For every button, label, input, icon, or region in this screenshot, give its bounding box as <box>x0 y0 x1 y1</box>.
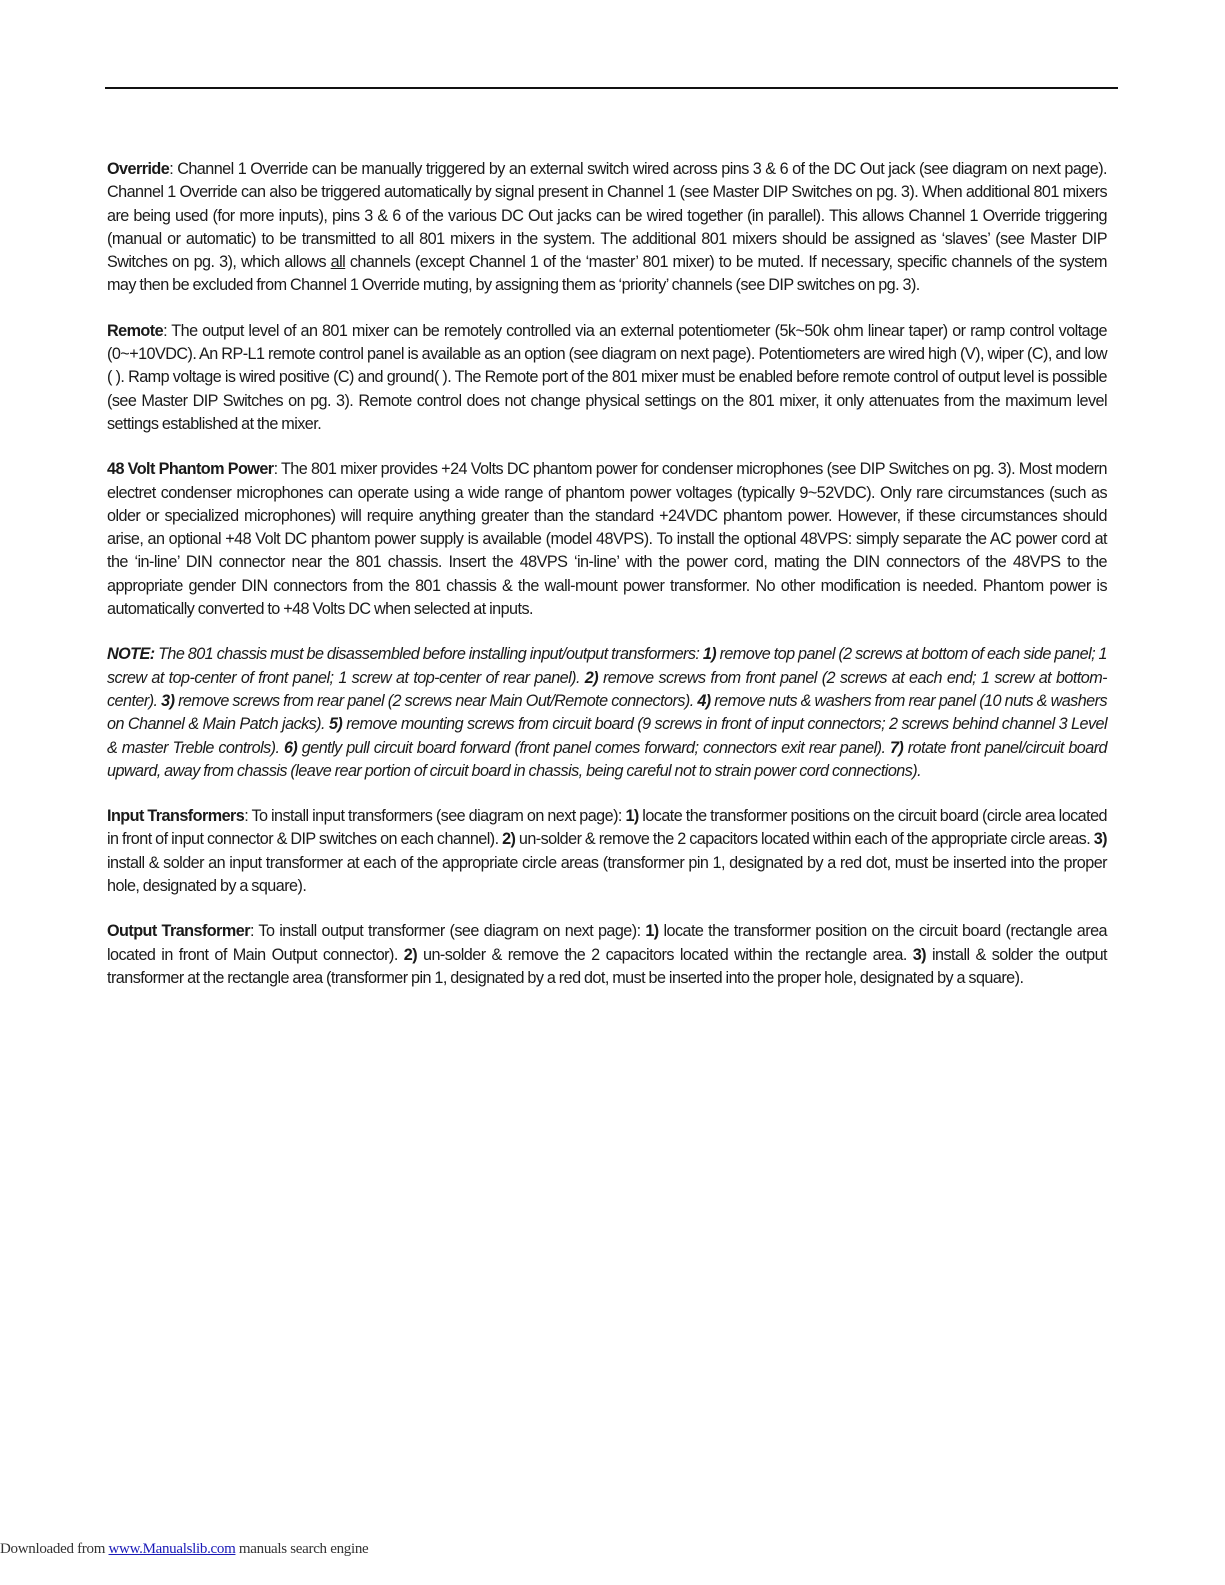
remote-text: : The output level of an 801 mixer can be remotely controlled via an external potentiometer (5k~50k ohm linear taper) or ramp control voltage (0~+10VDC). An RP-L1 remote control panel is available as an option (see diagram on next page). Potentiometers are wired high (V), wiper (C), and low ( ). Ramp voltage is wired positive (C) and ground( ). The Remote port of the 801 mixer must be enabled before remote control of output level is possible (see Master DIP Switches on pg. 3). Remote control does not change physical settings on the 801 mixer, it only attenuates from the maximum level settings established at the mixer. <box>107 321 1107 433</box>
input-step-text: install & solder an input transformer at each of the appropriate circle areas (transformer pin 1, designated by a red dot, must be inserted into the proper hole, designated by a square). <box>107 853 1107 896</box>
note-step-text: remove nuts & washers from rear panel (10 nuts & washers on Channel & Main Patch jacks). <box>107 691 1107 734</box>
output-step-number: 3) <box>912 945 927 964</box>
override-text-1: : Channel 1 Override can be manually triggered by an external switch wired across pins 3 & 6 of the DC Out jack (see diagram on next page). Channel 1 Override can also be triggered automatically by signal present in Channel 1 (see Master DIP Switches on pg. 3). When additional 801 mixers are being used (for more inputs), pins 3 & 6 of the various DC Out jacks can be wired together (in parallel). This allows Channel 1 Override triggering (manual or automatic) to be transmitted to all 801 mixers in the system. The additional 801 mixers should be assigned as ‘slaves’ (see Master DIP Switches on pg. 3), which allows <box>107 160 1107 272</box>
input-transformers-paragraph <box>107 805 1107 898</box>
note-step-text: remove screws from rear panel (2 screws near Main Out/Remote connectors). <box>174 691 698 710</box>
note-step-number: 4) <box>697 691 711 710</box>
output-transformer-heading: Output Transformer <box>107 922 250 941</box>
note-step-text: remove screws from front panel (2 screws at each end; 1 screw at bottom-center). <box>107 668 1107 710</box>
note-step-number: 7) <box>889 738 904 757</box>
output-step-number: 1) <box>645 922 659 941</box>
input-transformers-heading: Input Transformers <box>107 807 245 826</box>
note-heading: NOTE: <box>107 645 155 664</box>
note-step-number: 2) <box>584 668 599 687</box>
input-transformers-intro: : To install input transformers (see diagram on next page): <box>244 807 626 826</box>
override-paragraph <box>107 158 1107 298</box>
override-underlined-word: all <box>330 253 346 272</box>
note-paragraph <box>107 643 1107 783</box>
note-step-number: 1) <box>702 645 717 664</box>
override-heading: Override <box>107 160 170 178</box>
manualslib-link[interactable]: www.Manualslib.com <box>108 1541 236 1557</box>
phantom-power-text: : The 801 mixer provides +24 Volts DC phantom power for condenser microphones (see DIP Switches on pg. 3). Most modern electret condenser microphones can operate using a wide range of phantom power voltages (typically 9~52VDC). Only rare circumstances (such as older or specialized microphones) will require anything greater than the standard +24VDC phantom power. However, if these circumstances should arise, an optional +48 Volt DC phantom power supply is available (model 48VPS). To install the optional 48VPS: simply separate the AC power cord at the ‘in-line’ DIN connector near the 801 chassis. Insert the 48VPS ‘in-line’ with the power cord, mating the DIN connectors of the 48VPS to the appropriate gender DIN connectors from the 801 chassis & the wall-mount power transformer. No other modification is needed. Phantom power is automatically converted to +48 Volts DC when selected at inputs. <box>107 460 1107 619</box>
header-rule <box>105 87 1118 89</box>
note-step-text: gently pull circuit board forward (front panel comes forward; connectors exit rear panel). <box>297 738 890 757</box>
footer-prefix: Downloaded from <box>0 1541 109 1557</box>
remote-paragraph <box>107 320 1107 436</box>
input-step-number: 2) <box>502 830 516 849</box>
note-step-text: remove mounting screws from circuit board (9 screws in front of input connectors; 2 screws behind channel 3 Level & master Treble controls). <box>107 715 1107 757</box>
output-step-text: install & solder the output transformer at the rectangle area (transformer pin 1, designated by a red dot, must be inserted into the proper hole, designated by a square). <box>107 945 1107 987</box>
input-step-text: un-solder & remove the 2 capacitors located within each of the appropriate circle areas. <box>515 830 1094 849</box>
remote-heading: Remote <box>107 321 164 340</box>
document-body <box>107 158 1107 1012</box>
override-text-2: channels (except Channel 1 of the ‘master’ 801 mixer) to be muted. If necessary, specific channels of the system may then be excluded from Channel 1 Override muting, by assigning them as ‘priority’ channels (see DIP switches on pg. 3). <box>107 253 1107 295</box>
note-step-text: rotate front panel/circuit board upward, away from chassis (leave rear portion of circuit board in chassis, being careful not to strain power cord connections). <box>107 738 1107 780</box>
phantom-power-paragraph <box>107 458 1107 621</box>
note-step-number: 3) <box>161 691 175 710</box>
output-step-text: locate the transformer position on the circuit board (rectangle area located in front of Main Output connector). <box>107 922 1107 964</box>
output-transformer-paragraph <box>107 920 1107 990</box>
download-footer <box>0 1541 368 1558</box>
output-step-number: 2) <box>403 945 418 964</box>
note-step-number: 6) <box>283 738 298 757</box>
input-step-text: locate the transformer positions on the circuit board (circle area located in front of input connector & DIP switches on each channel). <box>107 807 1107 849</box>
output-transformer-intro: : To install output transformer (see diagram on next page): <box>249 922 646 941</box>
output-step-text: un-solder & remove the 2 capacitors located within the rectangle area. <box>417 945 913 964</box>
phantom-power-heading: 48 Volt Phantom Power <box>107 460 274 479</box>
note-step-text: remove top panel (2 screws at bottom of each side panel; 1 screw at top-center of front panel; 1 screw at top-center of rear panel). <box>107 645 1107 687</box>
note-step-number: 5) <box>328 715 343 734</box>
note-intro: The 801 chassis must be disassembled before installing input/output transformers: <box>154 645 703 664</box>
input-step-number: 3) <box>1093 830 1107 849</box>
input-step-number: 1) <box>625 807 639 826</box>
footer-suffix: manuals search engine <box>235 1541 369 1557</box>
